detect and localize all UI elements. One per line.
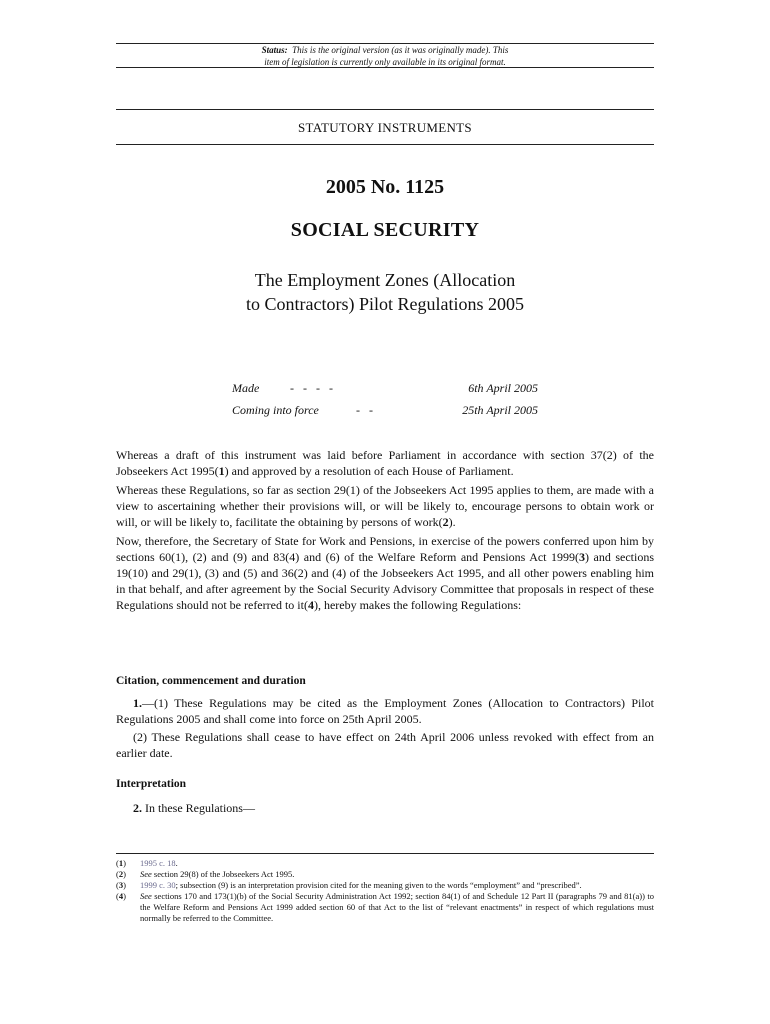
status-bottom-rule [116,67,654,68]
footnote-text: section 29(8) of the Jobseekers Act 1995. [151,869,295,879]
series-bottom-rule [116,144,654,145]
regulation-1-paragraph-1 [116,695,654,727]
date-row-coming-into-force [232,403,538,425]
regulation-text: In these Regulations— [142,801,255,815]
regulation-number: 2. [133,801,142,815]
footnote-text: . [175,858,178,868]
footnote-number-value: 4 [118,891,124,901]
preamble-text: Whereas these Regulations, so far as section 29(1) of the Jobseekers Act 1995 applies to them, are made with a view to ascertaining whether their provisions will, or will be likely to, encourage persons to obtain work or will, or will be likely to, facilitate the obtaining by persons of work( [116,483,654,529]
title-line-1: The Employment Zones (Allocation [254,270,516,290]
series-heading: STATUTORY INSTRUMENTS [298,120,472,135]
preamble-text: Whereas a draft of this instrument was laid before Parliament in accordance with section 37(2) of the Jobseekers Act 1995( [116,448,654,478]
footnote-ref[interactable]: 2 [442,515,449,529]
status-note [116,44,654,68]
footnote-see: See [140,869,152,879]
status-line-1: This is the original version (as it was originally made). This [292,45,509,55]
footnote-number: (3) [116,880,126,890]
preamble-paragraph-3 [116,533,654,613]
status-line-2: item of legislation is currently only available in its original format. [264,57,506,67]
preamble-paragraph-1 [116,447,654,479]
footnote-number-value: 1 [118,858,124,868]
instrument-title [116,268,654,316]
date-dashes: - - [356,403,373,417]
footnote-rule [116,853,654,854]
footnote-item [116,858,654,869]
footnote-text: ; subsection (9) is an interpretation provision cited for the meaning given to the words “employment” and “prescribed”. [175,880,582,890]
section-heading-citation: Citation, commencement and duration [116,675,306,687]
regulation-number: 1. [133,696,142,710]
date-row-made [232,381,538,403]
footnote-number-value: 2 [118,869,124,879]
footnote-number: (2) [116,869,126,879]
series-top-rule [116,109,654,110]
subject-heading: SOCIAL SECURITY [290,219,480,241]
footnote-item [116,880,654,891]
footnote-ref[interactable]: 1 [218,464,225,478]
footnote-see: See [140,891,152,901]
section-heading-interpretation: Interpretation [116,778,187,790]
footnote-citation-link[interactable]: 1995 c. 18 [140,858,176,868]
footnote-ref[interactable]: 4 [307,598,314,612]
date-value: 25th April 2005 [462,403,538,417]
footnote-number-value: 3 [118,880,124,890]
footnote-item [116,869,654,880]
footnote-text: sections 170 and 173(1)(b) of the Social Security Administration Act 1992; section 84(1) of and Schedule 12 Part II (paragraphs 79 and 81(a)) to the Welfare Reform and Pensions Act 1999 added section 60 of that Act to the list of “relevant enactments” in respect of which regulations must normally be referred to the Committee. [140,891,654,923]
footnotes [116,858,654,924]
footnote-item [116,891,654,924]
title-line-2: to Contractors) Pilot Regulations 2005 [246,294,524,314]
footnote-number: (4) [116,891,126,901]
footnote-citation-link[interactable]: 1999 c. 30 [140,880,176,890]
regulation-text: —(1) These Regulations may be cited as the Employment Zones (Allocation to Contractors) Pilot Regulations 2005 and shall come into force on 25th April 2005. [116,696,654,726]
regulation-2 [116,800,654,816]
footnote-ref[interactable]: 3 [579,550,586,564]
preamble-paragraph-2 [116,482,654,530]
status-label: Status: [261,45,288,55]
regulation-text: (2) These Regulations shall cease to have effect on 24th April 2006 unless revoked with effect from an earlier date. [116,730,654,760]
preamble-text: ). [448,515,456,529]
date-dashes: - - - - [290,381,333,395]
date-value: 6th April 2005 [468,381,538,395]
date-label: Coming into force [232,403,319,417]
preamble-text: ) and sections 19(10) and 29(1), (3) and (5) and 36(2) and (4) of the Jobseekers Act 1995, and all other powers enabling him in that behalf, and after agreement by the Social Security Advisory Committee that proposals in respect of these Regulations should not be referred to it( [116,550,654,612]
date-label: Made [232,381,260,395]
preamble-text: ) and approved by a resolution of each House of Parliament. [224,464,514,478]
footnote-number: (1) [116,858,126,868]
regulation-1-paragraph-2 [116,729,654,761]
preamble-text: Now, therefore, the Secretary of State for Work and Pensions, in exercise of the powers conferred upon him by sections 60(1), (2) and (9) and 83(4) and (6) of the Welfare Reform and Pensions Act 1999( [116,534,654,564]
preamble-text: ), hereby makes the following Regulations: [313,598,522,612]
instrument-number: 2005 No. 1125 [325,176,445,198]
dates-table [232,381,538,425]
